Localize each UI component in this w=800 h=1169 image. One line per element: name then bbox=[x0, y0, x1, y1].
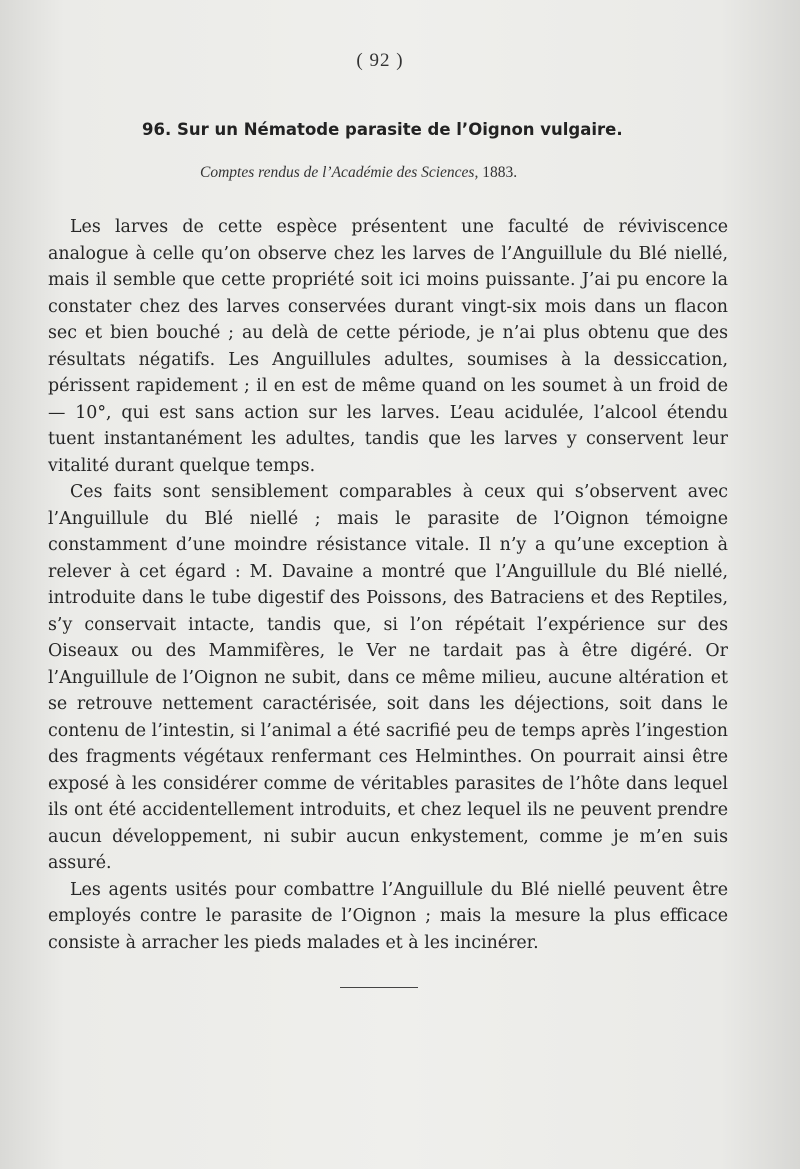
page-number: ( 92 ) bbox=[356, 50, 404, 71]
article-title: 96. Sur un Nématode parasite de l’Oignon vulgaire. bbox=[142, 120, 623, 139]
paragraph-3: Les agents usités pour combattre l’Anguillule du Blé niellé peuvent être employés contre le parasite de l’Oignon ; mais la mesure la plus efficace consiste à arracher les pieds malades et à les incinérer. bbox=[48, 879, 728, 953]
paragraph-1: Les larves de cette espèce présentent une faculté de réviviscence analogue à celle qu’on observe chez les larves de l’Anguillule du Blé niellé, mais il semble que cette propriété soit ici moins puissante. J’ai pu encore la constater chez des larves conservées durant vingt-six mois dans un flacon sec et bien bouché ; au delà de cette période, je n’ai plus obtenu que des résultats négatifs. Les Anguillules adultes, soumises à la dessiccation, périssent rapidement ; il en est de même quand on les soumet à un froid de — 10°, qui est sans action sur les larves. L’eau acidulée, l’alcool étendu tuent instantanément les adultes, tandis que les larves y conservent leur vitalité durant quelque temps. bbox=[48, 217, 728, 476]
article-body bbox=[48, 214, 728, 956]
source-journal: Comptes rendus de l’Académie des Sciences, bbox=[200, 164, 479, 181]
source-year: 1883. bbox=[482, 164, 518, 181]
article-source bbox=[200, 164, 517, 182]
paragraph-2: Ces faits sont sensiblement comparables à ceux qui s’observent avec l’Anguillule du Blé niellé ; mais le parasite de l’Oignon témoigne constamment d’une moindre résistance vitale. Il n’y a qu’une exception à relever à cet égard : M. Davaine a montré que l’Anguillule du Blé niellé, introduite dans le tube digestif des Poissons, des Batraciens et des Reptiles, s’y conservait intacte, tandis que, si l’on répétait l’expérience sur des Oiseaux ou des Mammifères, le Ver ne tardait pas à être digéré. Or l’Anguillule de l’Oignon ne subit, dans ce même milieu, aucune altération et se retrouve nettement caractérisée, soit dans les déjections, soit dans le contenu de l’intestin, si l’animal a été sacrifié peu de temps après l’ingestion des fragments végétaux renfermant ces Helminthes. On pourrait ainsi être exposé à les considérer comme de véritables parasites de l’hôte dans lequel ils ont été accidentellement introduits, et chez lequel ils ne peuvent prendre aucun développement, ni subir aucun enkystement, comme je m’en suis assuré. bbox=[48, 482, 728, 873]
section-divider bbox=[340, 987, 418, 988]
